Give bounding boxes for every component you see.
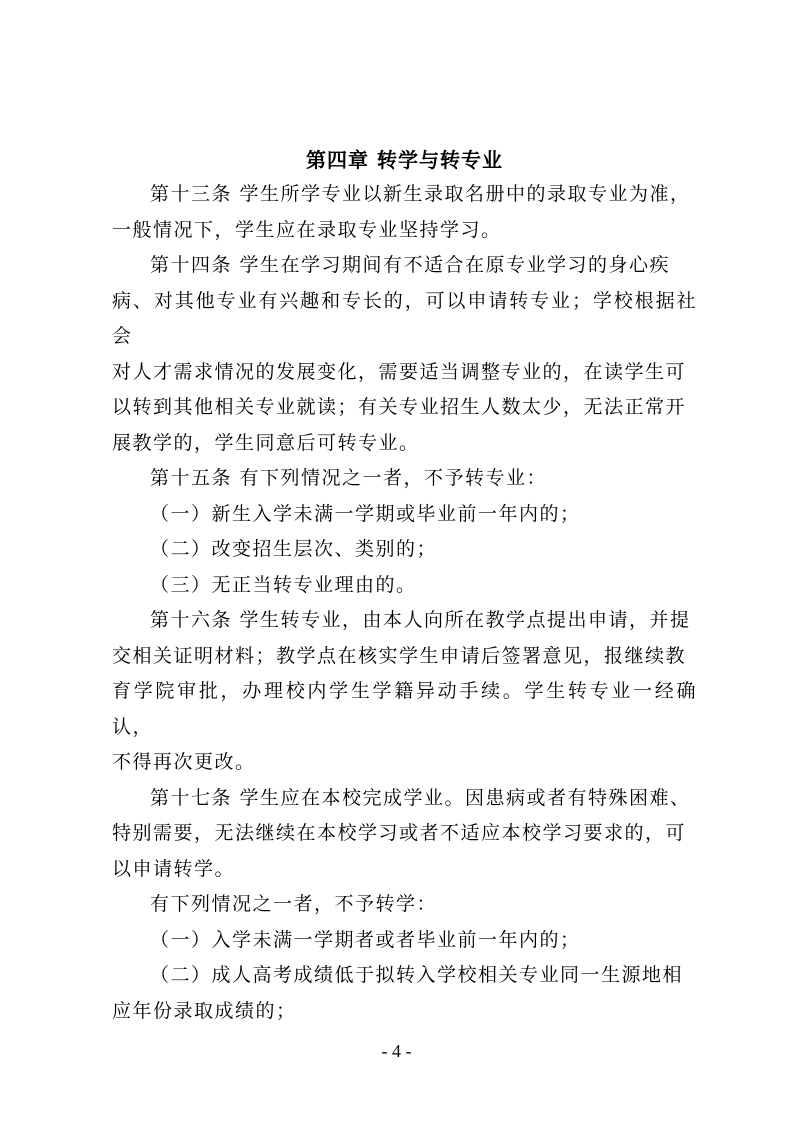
text-line: 以申请转学。: [112, 857, 236, 880]
transfer-exclusion-item-1: [112, 923, 697, 959]
text-line: 展教学的，学生同意后可转专业。: [112, 431, 420, 454]
text-line: 第十三条 学生所学专业以新生录取名册中的录取专业为准，: [150, 183, 691, 205]
article-16: [112, 603, 697, 781]
article-15-item-1: [112, 497, 697, 533]
text-line: （二）成人高考成绩低于拟转入学校相关专业同一生源地相: [150, 964, 684, 986]
text-line: （三）无正当转专业理由的。: [150, 573, 417, 596]
article-15-item-2: [112, 532, 697, 568]
article-14: [112, 248, 697, 461]
text-line: 第十七条 学生应在本校完成学业。因患病或者有特殊困难、: [150, 786, 691, 809]
text-line: 交相关证明材料；教学点在核实学生申请后签署意见，报继续教: [112, 644, 687, 667]
text-line: 对人才需求情况的发展变化，需要适当调整专业的，在读学生可: [112, 360, 687, 383]
article-17: [112, 781, 697, 888]
transfer-exclusion-item-2: [112, 958, 697, 1029]
text-line: 不得再次更改。: [112, 751, 256, 773]
text-line: 第十五条 有下列情况之一者，不予转专业：: [150, 467, 548, 489]
text-line: 有下列情况之一者，不予转学：: [150, 893, 438, 915]
text-line: 育学院审批，办理校内学生学籍异动手续。学生转专业一经确认，: [112, 680, 697, 738]
chapter-title: 第四章 转学与转专业: [306, 148, 503, 172]
text-line: （二）改变招生层次、类别的；: [150, 538, 438, 560]
text-line: 第十四条 学生在学习期间有不适合在原专业学习的身心疾: [150, 254, 671, 276]
article-13: [112, 177, 697, 248]
text-line: （一）入学未满一学期者或者毕业前一年内的；: [150, 928, 581, 951]
transfer-exclusions-intro: [112, 887, 697, 923]
text-line: 应年份录取成绩的；: [112, 999, 297, 1022]
page-number: - 4 -: [381, 1041, 412, 1061]
text-line: 第十六条 学生转专业，由本人向所在教学点提出申请，并提: [150, 609, 691, 631]
text-line: 以转到其他相关专业就读；有关专业招生人数太少，无法正常开: [112, 396, 687, 418]
text-line: （一）新生入学未满一学期或毕业前一年内的；: [150, 502, 581, 525]
text-line: 一般情况下，学生应在录取专业坚持学习。: [112, 218, 502, 241]
document-body: [112, 143, 697, 1029]
article-15: [112, 461, 697, 497]
text-line: 病、对其他专业有兴趣和专长的，可以申请转专业；学校根据社会: [112, 289, 697, 347]
text-line: 特别需要，无法继续在本校学习或者不适应本校学习要求的，可: [112, 822, 687, 844]
article-15-item-3: [112, 568, 697, 604]
